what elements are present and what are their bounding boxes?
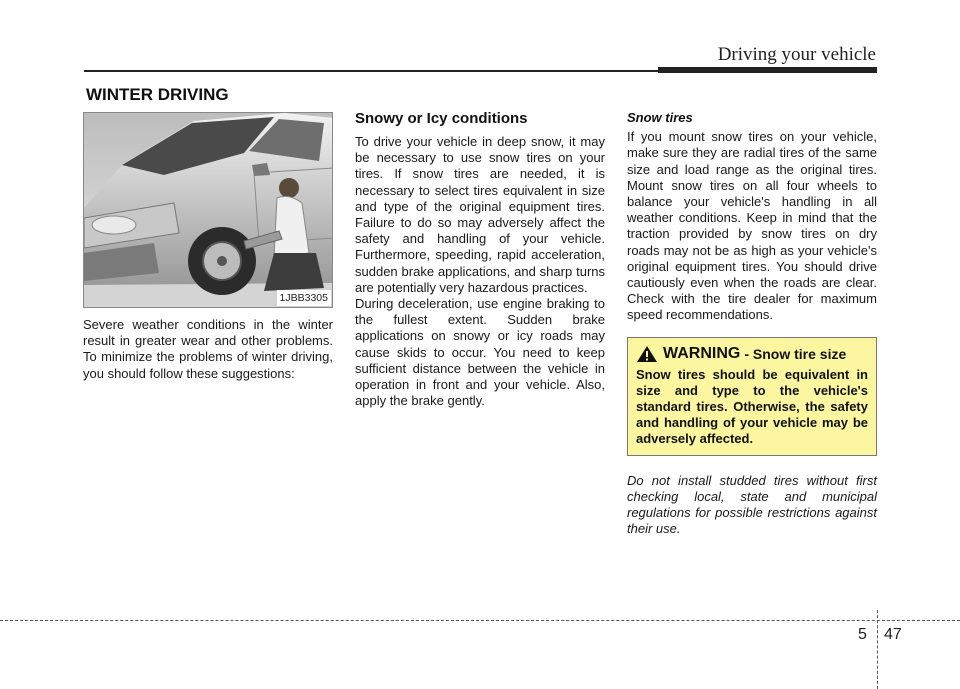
column-middle [355,110,605,409]
column-right [627,110,877,537]
figure-car-snow-tire [83,112,333,308]
header-title: Driving your vehicle [717,44,876,65]
footer-rule [0,620,960,621]
car-illustration [84,113,333,308]
studded-tires-note: Do not install studded tires without first checking local, state and municipal regulations for possible restrictions against their use. [627,472,877,537]
header-rule [84,70,662,72]
footer-divider [877,610,878,689]
page-number: 47 [884,626,902,643]
warning-subject: - Snow tire size [744,345,847,362]
snow-tires-paragraph: If you mount snow tires on your vehicle, make sure they are radial tires of the same size and load range as the original tires. Mount snow tires on all four wheels to balance your vehicle's handling in all weather conditions. Keep in mind that the traction provided by snow tires on dry roads may not be as high as your vehicle's original equipment tires. You should drive cautiously even when the roads are clear. Check with the tire dealer for maximum speed recommendations. [627,129,877,323]
column-left [83,112,333,382]
section-heading: WINTER DRIVING [86,85,229,104]
snowy-icy-heading: Snowy or Icy conditions [355,110,528,127]
figure-code: 1JBB3305 [277,290,331,306]
header-rule-accent [658,67,877,73]
intro-paragraph: Severe weather conditions in the winter result in greater wear and other problems. To minimize the problems of winter driving, you should follow these suggestions: [83,317,333,381]
warning-label: WARNING [663,344,741,362]
warning-header [636,345,868,363]
snowy-icy-paragraph-1: To drive your vehicle in deep snow, it may be necessary to use snow tires on your tires. If snow tires are needed, it is necessary to select tires equivalent in size and type of the original equipment tires. Failure to do so may adversely affect the safety and handling of your vehicle. Furthermore, speeding, rapid acceleration, sudden brake applications, and sharp turns are potentially very hazardous practices. [355,134,605,295]
warning-triangle-icon [636,345,658,363]
snowy-icy-paragraph-2: During deceleration, use engine braking to the fullest extent. Sudden brake applications on snowy or icy roads may cause skids to occur. You need to keep sufficient distance between the vehicle in operation in front and your vehicle. Also, apply the brake gently. [355,296,605,409]
chapter-number: 5 [858,626,867,643]
warning-text: Snow tires should be equivalent in size and type to the vehicle's standard tires. Otherwise, the safety and handling of your vehicle may be adversely affected. [636,366,868,446]
snow-tires-heading: Snow tires [627,110,693,125]
warning-box [627,337,877,456]
